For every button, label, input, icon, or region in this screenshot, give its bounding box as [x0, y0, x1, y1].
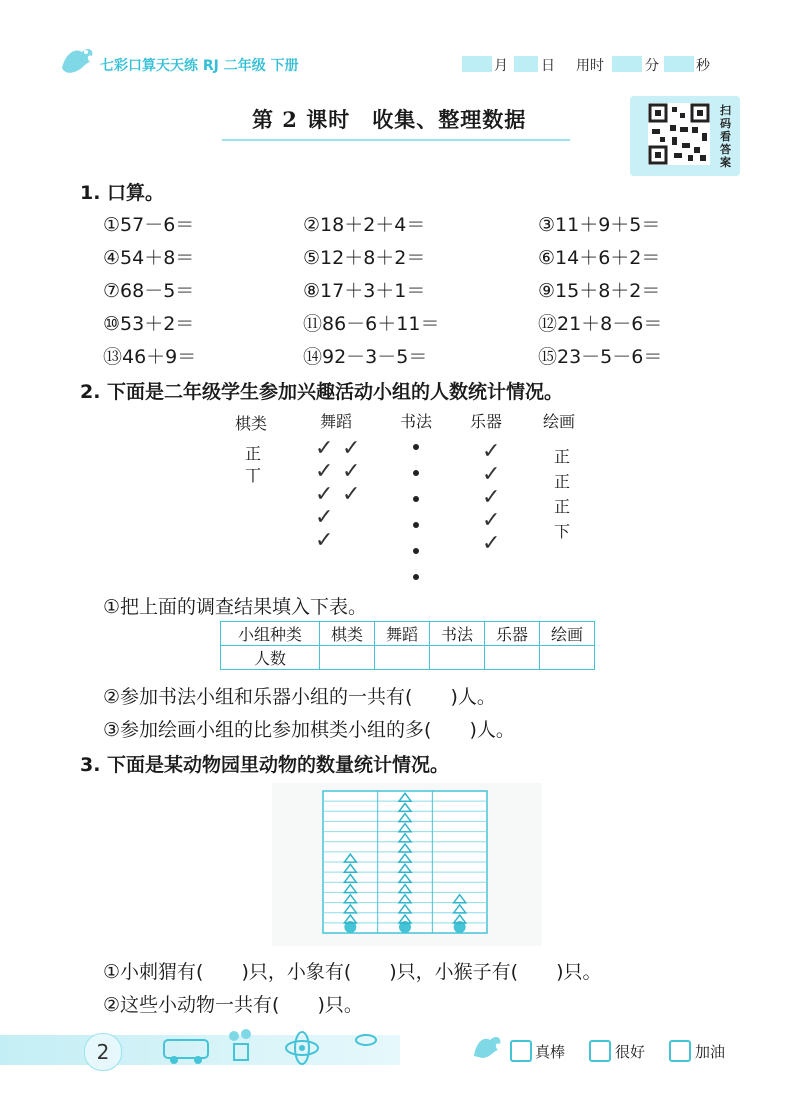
check-mark: ✓ [315, 436, 334, 461]
answer-cell[interactable] [375, 646, 430, 670]
survey-table [220, 621, 595, 670]
group-label-calligraphy: 书法 [400, 412, 433, 431]
check-mark: ✓ [482, 531, 501, 556]
table-header-cell: 舞蹈 [375, 622, 430, 646]
calc-item: ⑦68－5＝ [103, 280, 195, 302]
q2-heading: 2. 下面是二年级学生参加兴趣活动小组的人数统计情况。 [80, 381, 564, 403]
page-number: 2 [84, 1033, 122, 1071]
answer-cell[interactable] [430, 646, 485, 670]
qr-label: 扫码看答案 [720, 104, 731, 169]
month-blank[interactable] [462, 56, 492, 72]
rating-label: 加油 [695, 1043, 726, 1061]
tally-dot [413, 522, 419, 528]
calc-item: ④54＋8＝ [103, 247, 195, 269]
calc-item: ⑬46＋9＝ [103, 346, 197, 368]
rating-label: 真棒 [535, 1043, 566, 1061]
calc-item: ⑫21＋8－6＝ [538, 313, 663, 335]
table-row-label: 人数 [221, 646, 320, 670]
group-label-painting: 绘画 [543, 412, 576, 431]
time-used-label: 用时 [576, 58, 604, 74]
check-mark: ✓ [342, 482, 361, 507]
check-mark: ✓ [482, 462, 501, 487]
minutes-label: 分 [645, 58, 659, 74]
calc-item: ③11＋9＋5＝ [538, 214, 661, 236]
calc-item: ②18＋2＋4＝ [303, 214, 426, 236]
lesson-title: 第 2 课时 收集、整理数据 [252, 107, 527, 132]
group-label-chess: 棋类 [235, 414, 268, 433]
tally-mark: 下 [554, 522, 571, 541]
q3-sub2: ②这些小动物一共有( )只。 [103, 994, 363, 1016]
title-divider [222, 139, 570, 141]
tally-mark: 正 [245, 444, 262, 463]
table-header-cell: 乐器 [485, 622, 540, 646]
tally-dot [413, 470, 419, 476]
table-header-cell: 棋类 [320, 622, 375, 646]
rating-checkbox-good[interactable] [589, 1040, 611, 1062]
decor-icons [162, 1026, 382, 1070]
calc-item: ⑥14＋6＋2＝ [538, 247, 661, 269]
calc-item: ⑨15＋8＋2＝ [538, 280, 661, 302]
answer-cell[interactable] [540, 646, 595, 670]
check-mark: ✓ [482, 439, 501, 464]
seconds-label: 秒 [696, 58, 710, 74]
tally-mark: 丅 [245, 466, 262, 485]
day-blank[interactable] [514, 56, 538, 72]
check-mark: ✓ [482, 508, 501, 533]
check-mark: ✓ [315, 459, 334, 484]
tally-mark: 正 [554, 472, 571, 491]
table-header-cell: 书法 [430, 622, 485, 646]
calc-item: ①57－6＝ [103, 214, 195, 236]
table-header-cell: 绘画 [540, 622, 595, 646]
answer-cell[interactable] [485, 646, 540, 670]
dragon-mascot-icon [470, 1028, 504, 1066]
tally-dot [413, 496, 419, 502]
q3-heading: 3. 下面是某动物园里动物的数量统计情况。 [80, 754, 450, 776]
animal-chart [272, 783, 542, 946]
tally-mark: 正 [554, 447, 571, 466]
group-label-dance: 舞蹈 [320, 412, 353, 431]
day-label: 日 [541, 58, 555, 74]
check-mark: ✓ [482, 485, 501, 510]
check-mark: ✓ [315, 528, 334, 553]
rating-label: 很好 [615, 1043, 646, 1061]
q3-sub1: ①小刺猬有( )只，小象有( )只，小猴子有( )只。 [103, 961, 602, 983]
rating-checkbox-great[interactable] [510, 1040, 532, 1062]
group-label-instrument: 乐器 [470, 412, 503, 431]
q2-sub2: ②参加书法小组和乐器小组的一共有( )人。 [103, 686, 496, 708]
calc-item: ⑤12＋8＋2＝ [303, 247, 426, 269]
table-header-cell: 小组种类 [221, 622, 320, 646]
dragon-logo-icon [58, 42, 98, 80]
q1-heading: 1. 口算。 [80, 182, 165, 204]
minutes-blank[interactable] [612, 56, 642, 72]
series-title: 七彩口算天天练 RJ 二年级 下册 [100, 58, 299, 74]
table-row [221, 622, 595, 646]
answer-cell[interactable] [320, 646, 375, 670]
tally-mark: 正 [554, 497, 571, 516]
q2-sub3: ③参加绘画小组的比参加棋类小组的多( )人。 [103, 719, 515, 741]
tally-dot [413, 574, 419, 580]
check-mark: ✓ [342, 436, 361, 461]
check-mark: ✓ [315, 505, 334, 530]
calc-item: ⑪86－6＋11＝ [303, 313, 440, 335]
q2-sub1: ①把上面的调查结果填入下表。 [103, 596, 368, 618]
calc-item: ⑩53＋2＝ [103, 313, 195, 335]
check-mark: ✓ [315, 482, 334, 507]
tally-dot [413, 444, 419, 450]
calc-item: ⑭92－3－5＝ [303, 346, 428, 368]
check-mark: ✓ [342, 459, 361, 484]
seconds-blank[interactable] [664, 56, 694, 72]
table-row [221, 646, 595, 670]
rating-checkbox-keep-going[interactable] [669, 1040, 691, 1062]
month-label: 月 [494, 58, 508, 74]
tally-dot [413, 548, 419, 554]
qr-code-icon[interactable] [648, 103, 710, 165]
calc-item: ⑧17＋3＋1＝ [303, 280, 426, 302]
calc-item: ⑮23－5－6＝ [538, 346, 663, 368]
